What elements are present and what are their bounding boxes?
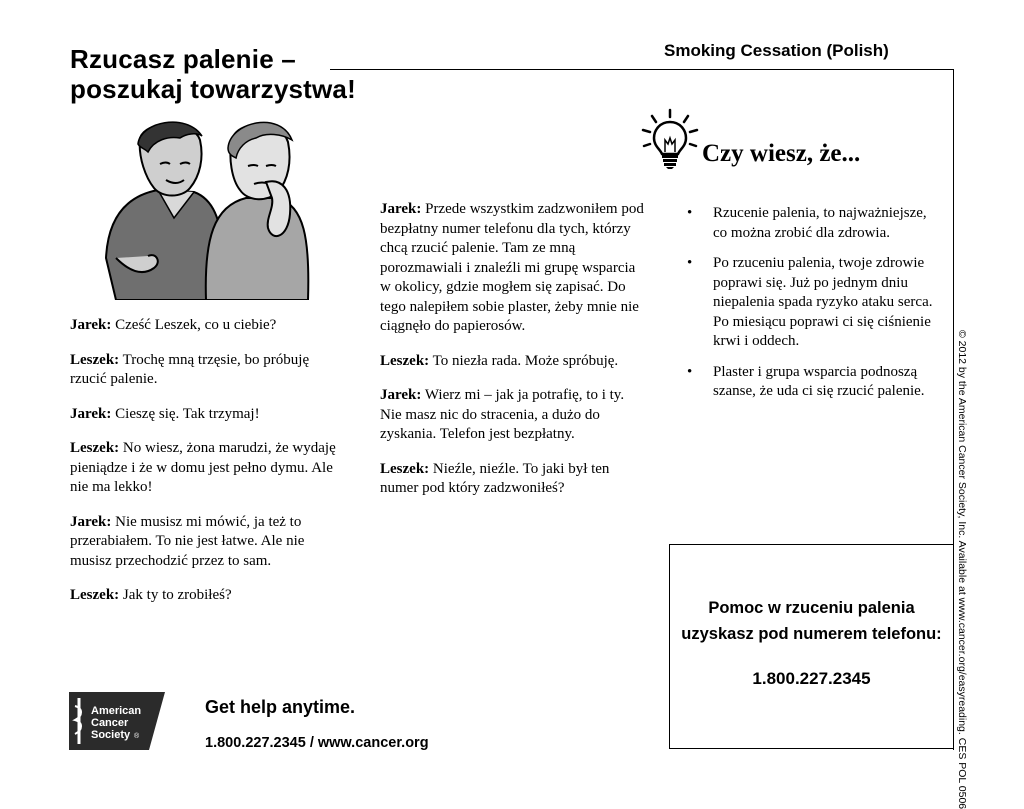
speaker-name: Leszek:	[70, 440, 120, 456]
dialogue-column-1	[70, 316, 340, 621]
facts-title: Czy wiesz, że...	[702, 140, 861, 167]
dialogue-line	[380, 460, 645, 499]
dialogue-line	[380, 352, 645, 372]
logo-text-line-3: Society	[91, 729, 131, 741]
footer-contact[interactable]: 1.800.227.2345 / www.cancer.org	[205, 735, 429, 751]
dialogue-line	[380, 386, 645, 445]
get-help-tagline: Get help anytime.	[205, 697, 356, 717]
document-label: Smoking Cessation (Polish)	[664, 41, 889, 60]
title-line-1: Rzucasz palenie –	[70, 44, 296, 74]
speaker-name: Leszek:	[380, 460, 430, 477]
facts-list	[684, 204, 936, 413]
help-phone-number[interactable]: 1.800.227.2345	[752, 669, 871, 688]
logo-text-line-1: American	[91, 705, 142, 717]
dialogue-text: To niezła rada. Może spróbuję.	[432, 352, 619, 369]
dialogue-line	[70, 405, 340, 425]
two-men-illustration	[96, 118, 318, 300]
speaker-name: Jarek:	[70, 405, 112, 422]
dialogue-text: Nieźle, nieźle. To jaki był ten numer pod który zadzwoniłeś?	[380, 460, 610, 496]
speaker-name: Jarek:	[70, 317, 112, 333]
page-title	[70, 44, 356, 104]
fact-item: • Plaster i grupa wsparcia podnoszą szanse, że uda ci się rzucić palenie.	[684, 363, 936, 402]
dialogue-text: Wierz mi – jak ja potrafię, to i ty. Nie masz nic do stracenia, a dużo do zyskania. Telefon jest bezpłatny.	[380, 387, 625, 442]
speaker-name: Jarek:	[380, 387, 422, 403]
dialogue-column-2	[380, 200, 645, 514]
dialogue-text: Trochę mną trzęsie, bo próbuję rzucić palenie.	[70, 351, 310, 387]
dialogue-text: Nie musisz mi mówić, ja też to przerabiałem. To nie jest łatwe. Ale nie musisz przechodzić przez to sam.	[70, 513, 305, 569]
dialogue-line	[70, 513, 340, 572]
dialogue-line	[70, 439, 340, 498]
fact-item: • Po rzuceniu palenia, twoje zdrowie poprawi się. Już po jednym dniu niepalenia spada ryzyko ataku serca. Po miesiącu poprawi ci się ciśnienie krwi i oddech.	[684, 254, 936, 352]
speaker-name: Jarek:	[70, 513, 112, 530]
top-rule	[330, 69, 953, 70]
dialogue-line	[70, 586, 340, 606]
speaker-name: Leszek:	[70, 351, 120, 368]
fact-item: • Rzucenie palenia, to najważniejsze, co można zrobić dla zdrowia.	[684, 204, 936, 243]
help-text: Pomoc w rzuceniu palenia uzyskasz pod numerem telefonu:	[681, 599, 942, 643]
speaker-name: Leszek:	[70, 587, 120, 603]
logo-text-line-2: Cancer	[91, 717, 129, 729]
lightbulb-icon	[640, 108, 700, 170]
dialogue-text: Jak ty to zrobiłeś?	[122, 587, 232, 603]
speaker-name: Leszek:	[380, 352, 430, 369]
logo-registered-mark: ®	[134, 733, 140, 740]
help-box	[669, 544, 953, 749]
dialogue-text: No wiesz, żona marudzi, że wydaję pieniądze i że w domu jest pełno dymu. Ale nie ma lekko!	[70, 440, 336, 495]
dialogue-text: Cieszę się. Tak trzymaj!	[115, 405, 260, 422]
dialogue-line	[70, 316, 340, 336]
copyright-notice: © 2012 by the American Cancer Society, Inc. Available at www.cancer.org/easyreading. CES POL 0506	[956, 330, 968, 809]
title-line-2: poszukaj towarzystwa!	[70, 74, 356, 104]
dialogue-text: Przede wszystkim zadzwoniłem pod bezpłatny numer telefonu dla tych, którzy chcą rzucić palenie. Tam ze mną porozmawiali i znaleźli mi grupę wsparcia w okolicy, gdzie mogłem się zapisać. Do tego nalepiłem sobie plaster, żeby mnie nie ciągnęło do papierosów.	[380, 201, 644, 334]
speaker-name: Jarek:	[380, 201, 422, 217]
dialogue-line	[380, 200, 645, 337]
dialogue-text: Cześć Leszek, co u ciebie?	[115, 317, 277, 333]
american-cancer-society-logo	[69, 692, 165, 750]
right-rule	[953, 69, 954, 750]
right-man-figure	[206, 122, 309, 300]
dialogue-line	[70, 351, 340, 390]
